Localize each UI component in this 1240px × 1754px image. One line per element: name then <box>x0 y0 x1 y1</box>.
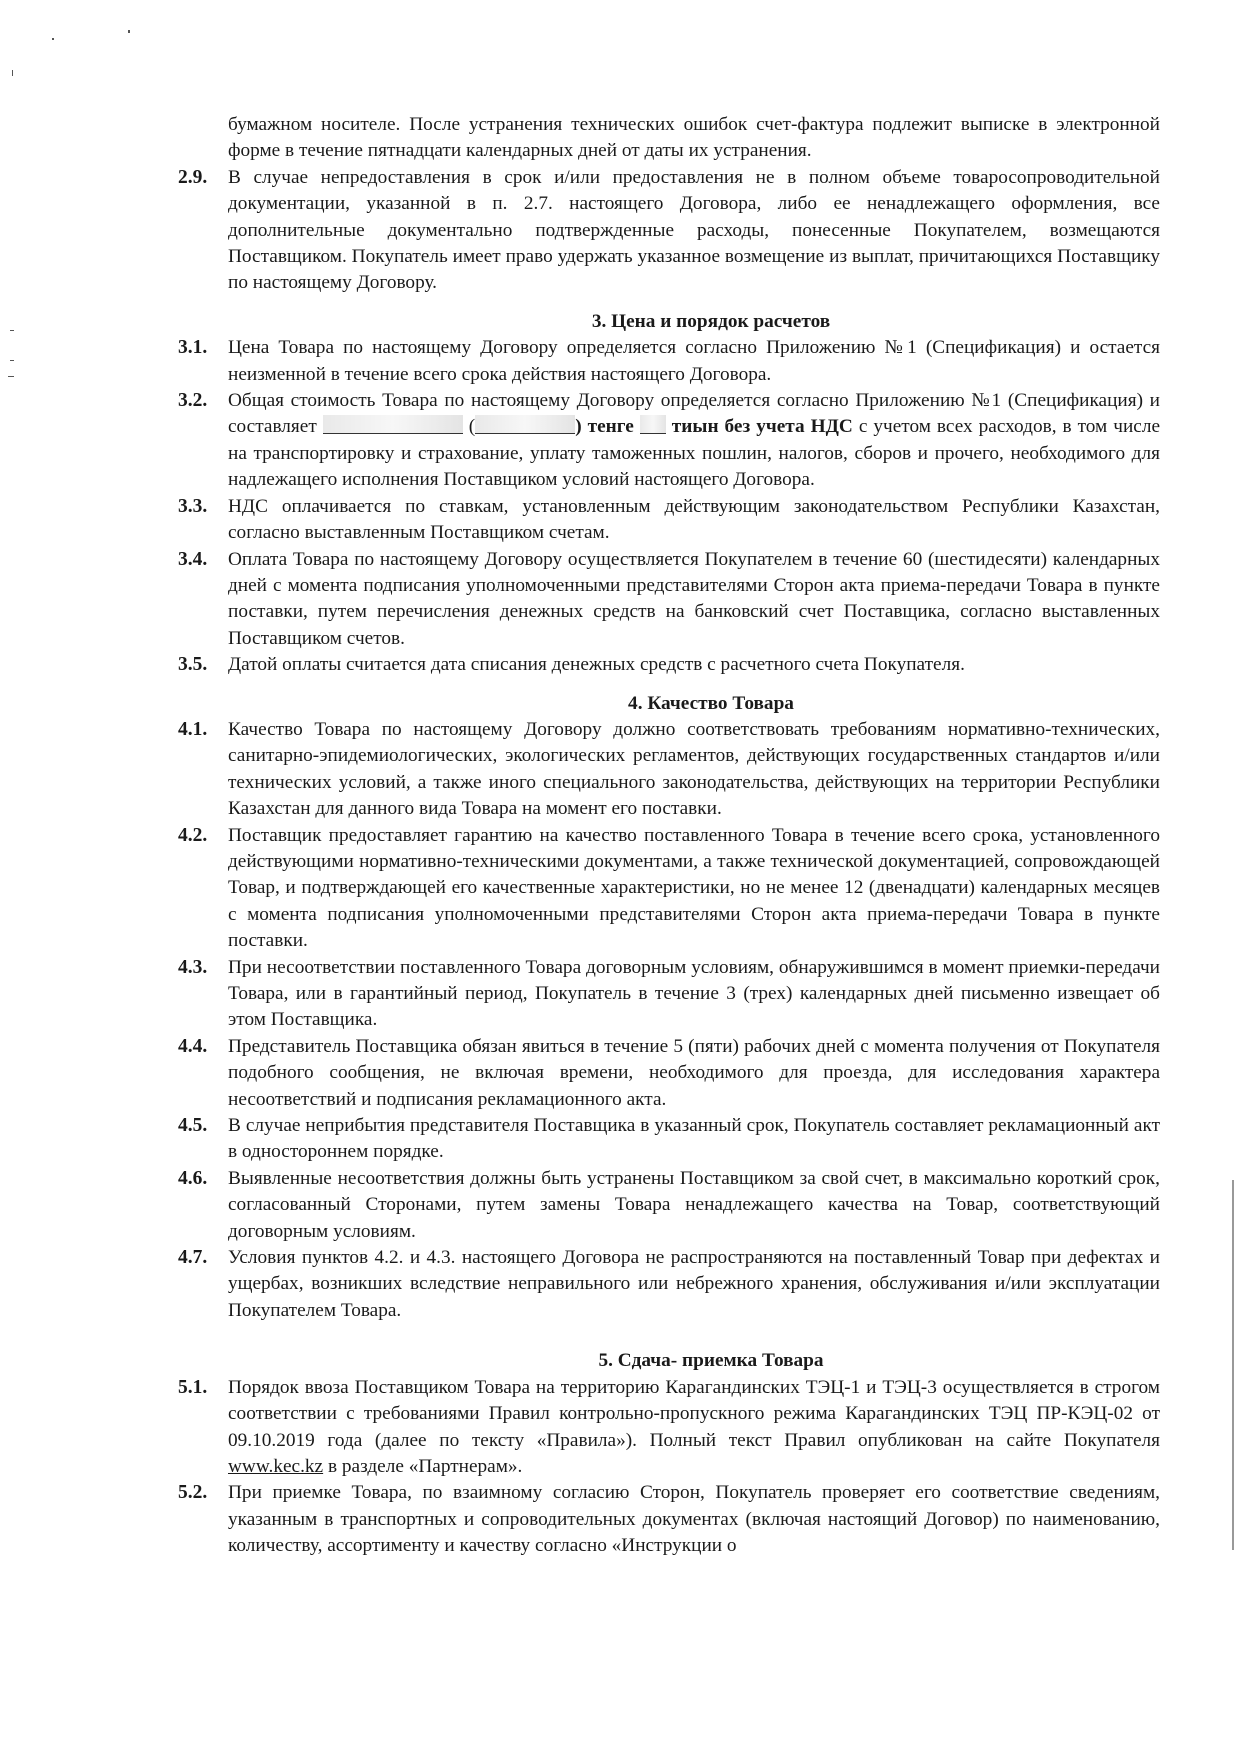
section-3-heading: 3. Цена и порядок расчетов <box>591 310 831 332</box>
clause-text: В случае неприбытия представителя Поставщика в указанный срок, Покупатель составляет рекламационный акт в одностороннем порядке. <box>228 1115 1160 1163</box>
scan-edge-line <box>1232 1180 1234 1550</box>
currency-label: ) тенге <box>575 416 640 438</box>
clause-number: 2.9. <box>178 166 208 188</box>
clause-number: 5.2. <box>178 1482 208 1504</box>
clause-text: Поставщик предоставляет гарантию на качество поставленного Товара в течение всего срока, установленного действующими нормативно-техническими документами, а также технической документацией, сопровождающей Товар, и подтверждающей его качественные характеристики, но не менее 12 (двенадцати) календарных месяцев с момента подписания уполномоченными представителями Сторон акта приема-передачи Товара в пункте поставки. <box>228 824 1160 952</box>
clause-text: Оплата Товара по настоящему Договору осуществляется Покупателем в течение 60 (шестидесяти) календарных дней с момента подписания уполномоченными представителями Сторон акта приема-передачи Товара в пункте поставки, путем перечисления денежных средств на банковский счет Поставщика, согласно выставленных Поставщиком счетов. <box>228 548 1160 649</box>
clause-4-3 <box>178 955 1160 1034</box>
clause-4-7 <box>178 1245 1160 1324</box>
scan-speck <box>10 330 14 331</box>
section-5-heading: 5. Сдача- приемка Товара <box>598 1350 824 1372</box>
clause-text: с учетом всех расходов, в том числе на транспортировку и страхование, уплату таможенных пошлин, налогов, сборов и прочего, необходимого для надлежащего исполнения Поставщиком условий настоящего Договора. <box>228 416 1160 491</box>
redacted-tiyn <box>640 415 666 434</box>
clause-number: 5.1. <box>178 1376 208 1398</box>
scan-speck <box>12 70 13 76</box>
scan-speck <box>128 30 130 33</box>
clause-text: ( <box>462 416 476 438</box>
clause-text: Порядок ввоза Поставщиком Товара на территорию Карагандинских ТЭЦ-1 и ТЭЦ-3 осуществляется в строгом соответствии с требованиями Правил контрольно-пропускного режима Карагандинских ТЭЦ ПР-КЭЦ-02 от 09.10.2019 года (далее по тексту «Правила»). Полный текст Правил опубликован на сайте Покупателя <box>228 1376 1160 1451</box>
clause-4-5 <box>178 1113 1160 1166</box>
clause-text: Общая стоимость Товара по настоящему Договору определяется согласно Приложению №1 (Спецификация) и составляет <box>228 390 1160 438</box>
clause-text: Выявленные несоответствия должны быть устранены Поставщиком за свой счет, в максимально короткий срок, согласованный Сторонами, путем замены Товара ненадлежащего качества на Товар, соответствующий договорным условиям. <box>228 1167 1160 1242</box>
clause-3-5 <box>178 652 1160 678</box>
clause-4-6 <box>178 1166 1160 1245</box>
clause-number: 4.2. <box>178 824 208 846</box>
clause-number: 3.3. <box>178 495 208 517</box>
clause-text: При приемке Товара, по взаимному согласию Сторон, Покупатель проверяет его соответствие сведениям, указанным в транспортных и сопроводительных документах (включая настоящий Договор) по наименованию, количеству, ассортименту и качеству согласно «Инструкции о <box>228 1482 1160 1557</box>
document-body <box>178 112 1160 1560</box>
scan-speck <box>52 38 54 40</box>
clause-4-2 <box>178 823 1160 955</box>
clause-number: 3.5. <box>178 654 208 676</box>
clause-4-4 <box>178 1034 1160 1113</box>
clause-number: 3.2. <box>178 390 208 412</box>
clause-text: НДС оплачивается по ставкам, установленным действующим законодательством Республики Казахстан, согласно выставленным Поставщиком счетам. <box>228 495 1160 544</box>
clause-number: 4.3. <box>178 956 208 978</box>
website-link[interactable]: www.kec.kz <box>228 1455 324 1477</box>
clause-number: 3.4. <box>178 548 208 570</box>
clause-text: Представитель Поставщика обязан явиться в течение 5 (пяти) рабочих дней с момента получения от Покупателя подобного сообщения, не включая времени, необходимого для проезда, для исследования характера несоответствий и подписания рекламационного акта. <box>228 1035 1160 1110</box>
intro-paragraph: бумажном носителе. После устранения технических ошибок счет-фактура подлежит выписке в электронной форме в течение пятнадцати календарных дней от даты их устранения. <box>228 114 1160 162</box>
clause-text: При несоответствии поставленного Товара договорным условиям, обнаружившимся в момент приемки-передачи Товара, или в гарантийный период, Покупатель в течение 3 (трех) календарных дней письменно извещает об этом Поставщика. <box>228 956 1160 1031</box>
clause-text: В случае непредоставления в срок и/или предоставления не в полном объеме товаросопроводительной документации, указанной в п. 2.7. настоящего Договора, либо ее ненадлежащего оформления, все дополнительные документально подтвержденные расходы, понесенные Покупателем, возмещаются Поставщиком. Покупатель имеет право удержать указанное возмещение из выплат, причитающихся Поставщику по настоящему Договору. <box>228 166 1160 294</box>
clause-number: 4.4. <box>178 1035 208 1057</box>
clause-text: в разделе «Партнерам». <box>323 1455 523 1477</box>
clause-5-2 <box>178 1480 1160 1559</box>
clause-number: 3.1. <box>178 337 208 359</box>
clause-number: 4.7. <box>178 1247 208 1269</box>
clause-2-9 <box>178 165 1160 297</box>
vat-label: тиын без учета НДС <box>665 416 853 438</box>
scan-speck <box>10 360 14 361</box>
clause-text: Цена Товара по настоящему Договору определяется согласно Приложению №1 (Спецификация) и остается неизменной в течение всего срока действия настоящего Договора. <box>228 337 1160 385</box>
clause-number: 4.5. <box>178 1115 208 1137</box>
redacted-amount-words <box>475 415 575 434</box>
clause-text: Условия пунктов 4.2. и 4.3. настоящего Договора не распространяются на поставленный Товар при дефектах и ущербах, возникших вследствие неправильного или небрежного хранения, обслуживания и/или эксплуатации Покупателем Товара. <box>228 1247 1160 1321</box>
clause-5-1 <box>178 1375 1160 1481</box>
clause-text: Качество Товара по настоящему Договору должно соответствовать требованиям нормативно-технических, санитарно-эпидемиологических, экологических регламентов, действующих государственных стандартов и/или технических условий, а также иного специального законодательства, действующих на территории Республики Казахстан для данного вида Товара на момент его поставки. <box>228 718 1160 820</box>
scan-speck <box>8 376 14 377</box>
clause-4-1 <box>178 717 1160 823</box>
clause-3-1 <box>178 335 1160 388</box>
clause-3-4 <box>178 547 1160 653</box>
redacted-amount <box>323 415 463 434</box>
clause-text: Датой оплаты считается дата списания денежных средств с расчетного счета Покупателя. <box>228 654 965 676</box>
section-4-heading: 4. Качество Товара <box>628 692 794 714</box>
clause-number: 4.6. <box>178 1167 208 1189</box>
clause-number: 4.1. <box>178 718 208 740</box>
clause-3-3 <box>178 494 1160 547</box>
clause-3-2 <box>178 388 1160 494</box>
